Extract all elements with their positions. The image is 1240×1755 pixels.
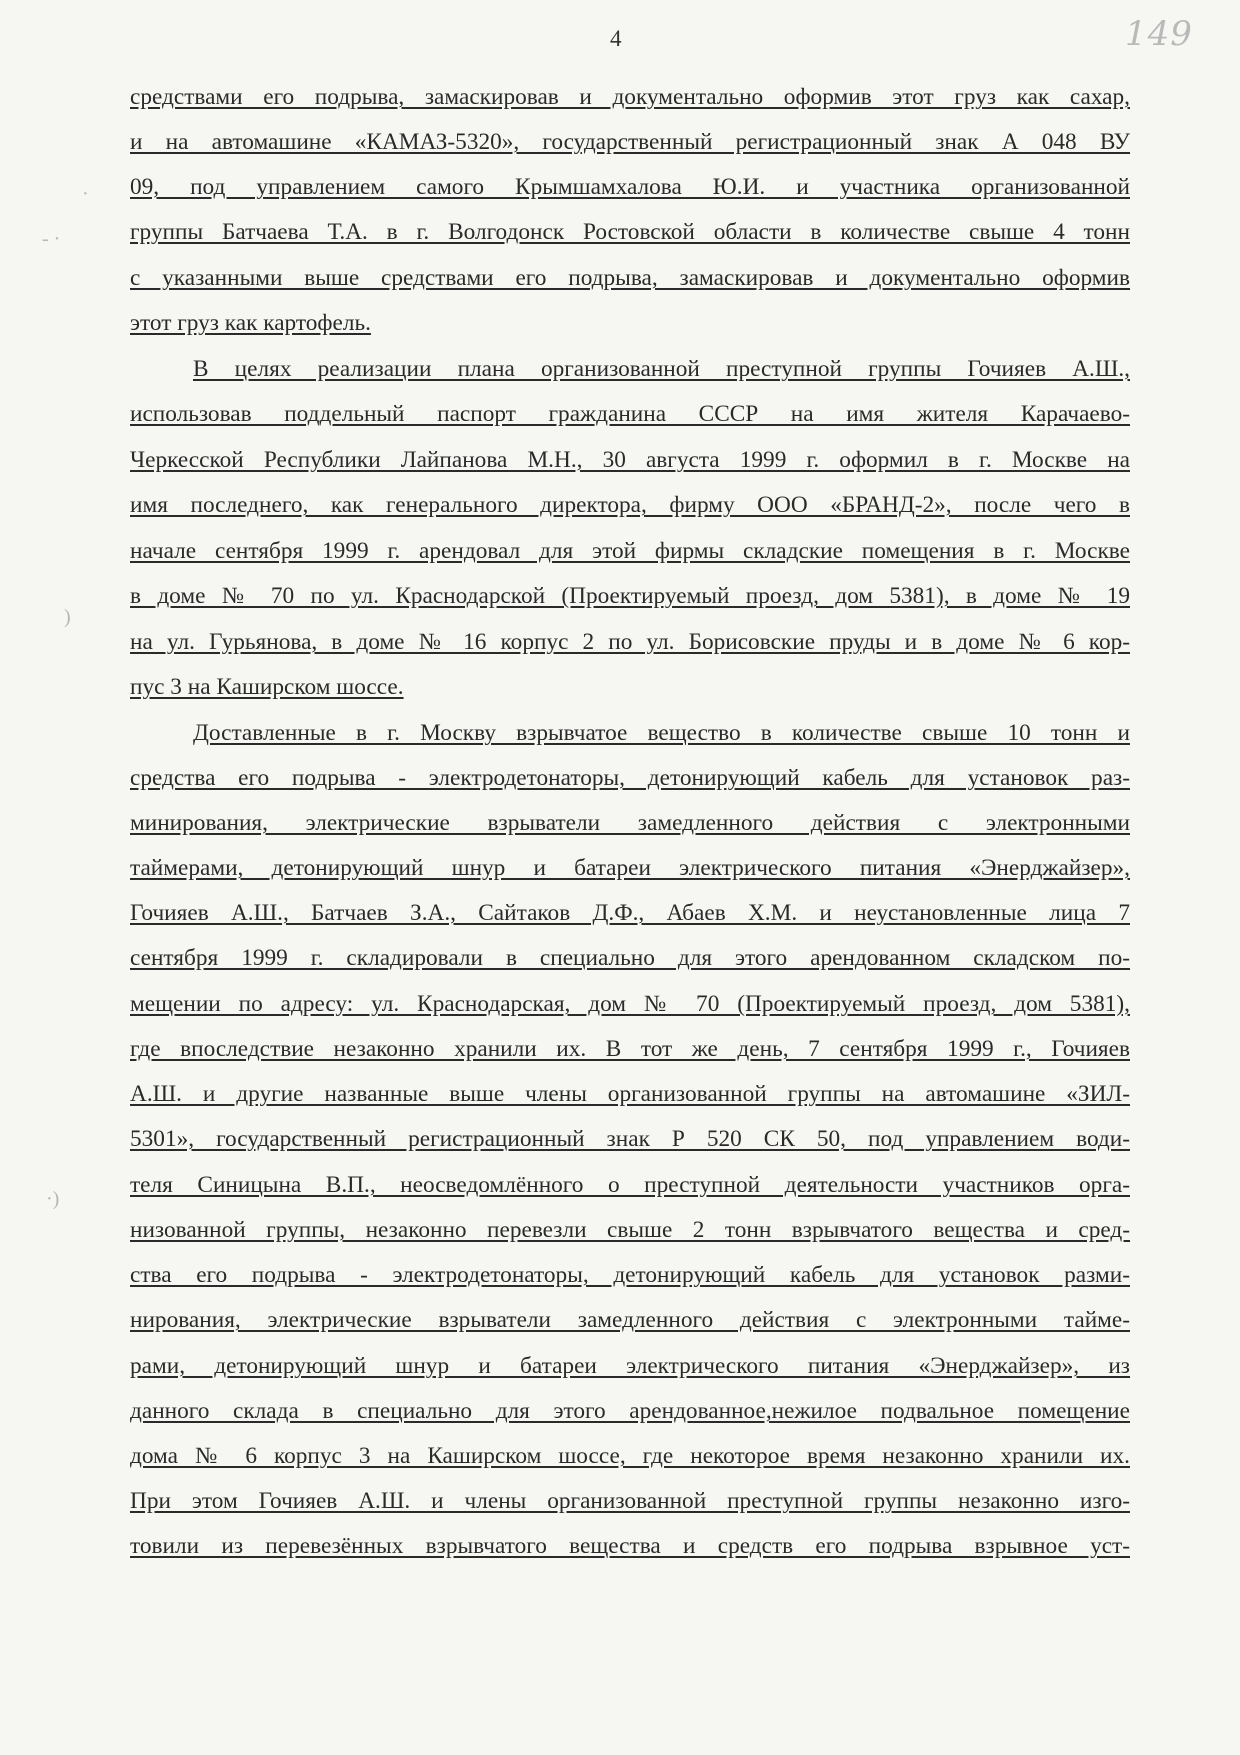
text-line: имя последнего, как генерального директора, фирму ООО «БРАНД-2», после чего в [130,492,1130,518]
scan-speck: · [82,183,89,205]
text-line: средствами его подрыва, замаскировав и документально оформив этот груз как сахар, [130,84,1130,110]
text-line: теля Синицына В.П., неосведомлённого о преступной деятельности участников орга- [130,1172,1130,1198]
text-line: с указанными выше средствами его подрыва, замаскировав и документально оформив [130,265,1130,291]
text-line: Гочияев А.Ш., Батчаев З.А., Сайтаков Д.Ф., Абаев Х.М. и неустановленные лица 7 [130,900,1130,926]
text-line: этот груз как картофель. [130,310,371,336]
text-line: ства его подрыва - электродетонаторы, детонирующий кабель для установок разми- [130,1262,1130,1288]
text-line: мещении по адресу: ул. Краснодарская, дом № 70 (Проектируемый проезд, дом 5381), [130,991,1130,1017]
text-line: и на автомашине «КАМАЗ-5320», государственный регистрационный знак А 048 ВУ [130,129,1130,155]
text-line: начале сентября 1999 г. арендовал для этой фирмы складские помещения в г. Москве [130,538,1130,564]
text-line: где впоследствие незаконно хранили их. В тот же день, 7 сентября 1999 г., Гочияев [130,1036,1130,1062]
text-line: сентября 1999 г. складировали в специально для этого арендованном складском по- [130,945,1130,971]
paragraph-first-line: В целях реализации плана организованной преступной группы Гочияев А.Ш., [193,356,1130,382]
text-line: 09, под управлением самого Крымшамхалова Ю.И. и участника организованной [130,174,1130,200]
text-line: использовав поддельный паспорт гражданина СССР на имя жителя Карачаево- [130,401,1130,427]
text-line: средства его подрыва - электродетонаторы, детонирующий кабель для установок раз- [130,765,1130,791]
paragraph-first-line: Доставленные в г. Москву взрывчатое вещество в количестве свыше 10 тонн и [193,720,1130,746]
text-line: минирования, электрические взрыватели замедленного действия с электронными [130,810,1130,836]
text-line: дома № 6 корпус 3 на Каширском шоссе, где некоторое время незаконно хранили их. [130,1443,1130,1469]
text-line: в доме № 70 по ул. Краснодарской (Проектируемый проезд, дом 5381), в доме № 19 [130,583,1130,609]
scan-speck: - · [42,228,61,250]
handwritten-folio-number: 149 [1125,14,1193,54]
text-line: При этом Гочияев А.Ш. и члены организованной преступной группы незаконно изго- [130,1488,1130,1514]
text-line: данного склада в специально для этого арендованное,нежилое подвальное помещение [130,1398,1130,1424]
text-line: Черкесской Республики Лайпанова М.Н., 30 августа 1999 г. оформил в г. Москве на [130,447,1130,473]
scan-speck: ·) [46,1188,60,1210]
page-number: 4 [610,26,622,51]
text-line: рами, детонирующий шнур и батареи электрического питания «Энерджайзер», из [130,1353,1130,1379]
text-line: низованной группы, незаконно перевезли свыше 2 тонн взрывчатого вещества и сред- [130,1217,1130,1243]
text-line: таймерами, детонирующий шнур и батареи электрического питания «Энерджайзер», [130,855,1130,881]
text-line: нирования, электрические взрыватели замедленного действия с электронными тайме- [130,1307,1130,1333]
text-line: 5301», государственный регистрационный знак Р 520 СК 50, под управлением води- [130,1126,1130,1152]
text-line: на ул. Гурьянова, в доме № 16 корпус 2 по ул. Борисовские пруды и в доме № 6 кор- [130,629,1130,655]
text-line: А.Ш. и другие названные выше члены организованной группы на автомашине «ЗИЛ- [130,1081,1130,1107]
text-line: товили из перевезённых взрывчатого вещества и средств его подрыва взрывное уст- [130,1533,1130,1559]
text-line: группы Батчаева Т.А. в г. Волгодонск Ростовской области в количестве свыше 4 тонн [130,219,1130,245]
scan-speck: ) [64,606,71,628]
text-line: пус 3 на Каширском шоссе. [130,674,404,700]
